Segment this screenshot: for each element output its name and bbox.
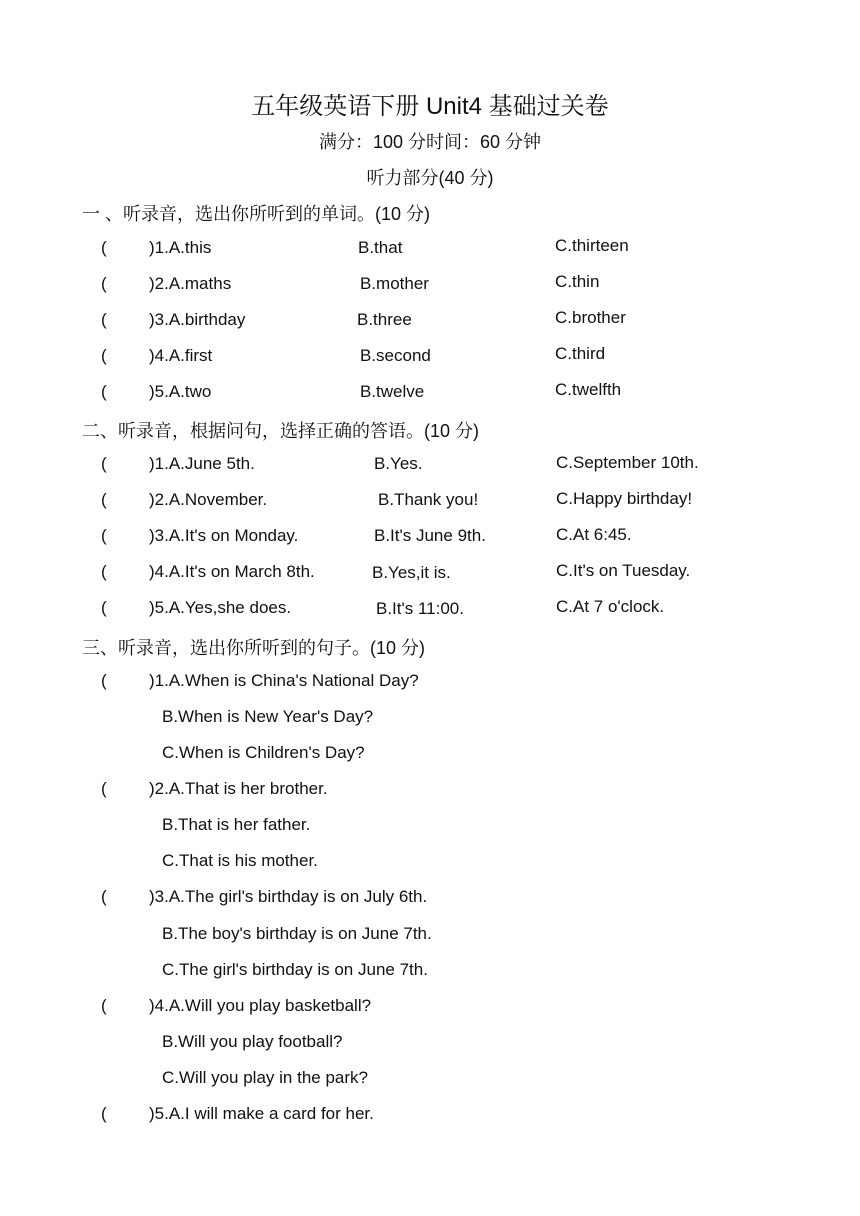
page-title: 五年级英语下册 Unit4 基础过关卷 <box>251 93 609 120</box>
option-c: C.thirteen <box>555 236 629 255</box>
option-b: B.three <box>357 310 412 329</box>
option-c: C.thin <box>555 272 600 291</box>
option-b: B.twelve <box>360 382 425 401</box>
option-a: )3.A.birthday <box>149 310 246 329</box>
option-c: C.twelfth <box>555 380 622 399</box>
option-a: )3.A.The girl's birthday is on July 6th. <box>149 887 428 906</box>
option-a: )1.A.June 5th. <box>149 454 255 473</box>
section-2-heading: 二、听录音，根据问句，选择正确的答语。(10 分) <box>82 421 480 441</box>
answer-paren: ( <box>101 274 107 293</box>
option-a: )4.A.It's on March 8th. <box>149 562 315 581</box>
option-a: )1.A.this <box>149 238 212 257</box>
option-c: C.Happy birthday! <box>556 489 693 508</box>
answer-paren: ( <box>101 887 107 906</box>
option-c: C.It's on Tuesday. <box>556 561 691 580</box>
option-c: C.brother <box>555 308 626 327</box>
section-3-heading: 三、听录音，选出你所听到的句子。(10 分) <box>82 638 426 658</box>
option-a: )5.A.I will make a card for her. <box>149 1104 374 1123</box>
option-b: B.The boy's birthday is on June 7th. <box>162 924 432 943</box>
option-c: C.At 7 o'clock. <box>556 597 665 616</box>
option-b: B.Will you play football? <box>162 1032 343 1051</box>
option-b: B.second <box>360 346 431 365</box>
answer-paren: ( <box>101 490 107 509</box>
answer-paren: ( <box>101 562 107 581</box>
option-a: )1.A.When is China's National Day? <box>149 671 419 690</box>
option-c: C.At 6:45. <box>556 525 632 544</box>
part-heading: 听力部分(40 分) <box>366 168 494 188</box>
option-c: C.September 10th. <box>556 453 699 472</box>
answer-paren: ( <box>101 454 107 473</box>
option-b: B.When is New Year's Day? <box>162 707 374 726</box>
answer-paren: ( <box>101 382 107 401</box>
option-a: )5.A.Yes,she does. <box>149 598 292 617</box>
option-a: )2.A.November. <box>149 490 268 509</box>
option-a: )2.A.That is her brother. <box>149 779 328 798</box>
option-b: B.mother <box>360 274 429 293</box>
section-1-heading: 一 、听录音，选出你所听到的单词。(10 分) <box>82 204 431 224</box>
option-a: )3.A.It's on Monday. <box>149 526 299 545</box>
option-a: )5.A.two <box>149 382 212 401</box>
option-a: )4.A.first <box>149 346 213 365</box>
option-b: B.Thank you! <box>378 490 479 509</box>
answer-paren: ( <box>101 598 107 617</box>
answer-paren: ( <box>101 310 107 329</box>
option-b: B.It's 11:00. <box>376 599 464 618</box>
answer-paren: ( <box>101 346 107 365</box>
option-c: C.When is Children's Day? <box>162 743 365 762</box>
score-time-line: 满分：100 分时间：60 分钟 <box>318 132 542 152</box>
answer-paren: ( <box>101 779 107 798</box>
option-c: C.third <box>555 344 606 363</box>
option-b: B.that <box>358 238 403 257</box>
option-c: C.That is his mother. <box>162 851 318 870</box>
answer-paren: ( <box>101 1104 107 1123</box>
option-b: B.It's June 9th. <box>374 526 486 545</box>
option-b: B.That is her father. <box>162 815 311 834</box>
answer-paren: ( <box>101 526 107 545</box>
option-c: C.Will you play in the park? <box>162 1068 368 1087</box>
option-a: )2.A.maths <box>149 274 232 293</box>
answer-paren: ( <box>101 238 107 257</box>
answer-paren: ( <box>101 671 107 690</box>
option-a: )4.A.Will you play basketball? <box>149 996 372 1015</box>
option-b: B.Yes. <box>374 454 423 473</box>
answer-paren: ( <box>101 996 107 1015</box>
option-b: B.Yes,it is. <box>372 563 451 582</box>
option-c: C.The girl's birthday is on June 7th. <box>162 960 428 979</box>
